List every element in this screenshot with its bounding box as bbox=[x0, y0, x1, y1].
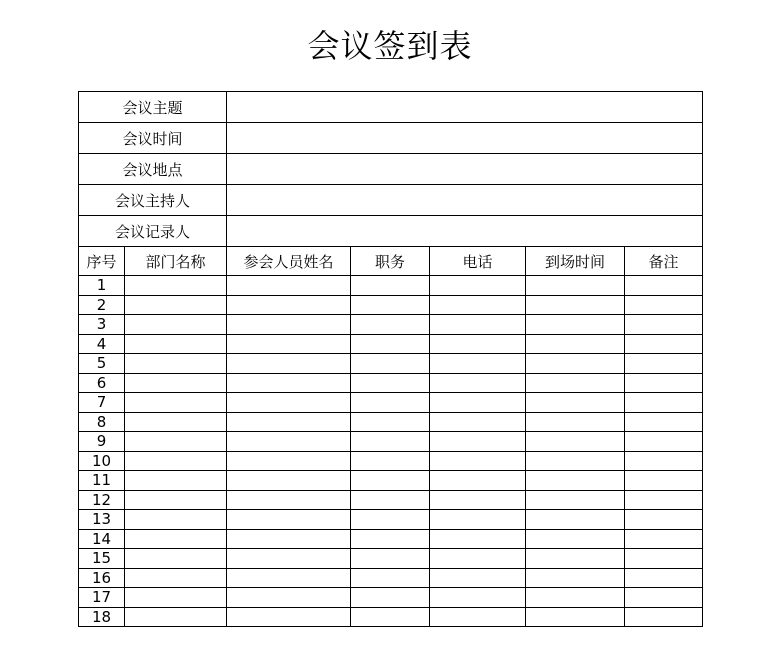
table-cell[interactable] bbox=[227, 510, 351, 530]
table-cell[interactable] bbox=[625, 276, 703, 296]
row-number: 2 bbox=[79, 295, 125, 315]
table-row bbox=[79, 276, 703, 296]
table-cell[interactable] bbox=[625, 490, 703, 510]
table-cell[interactable] bbox=[227, 276, 351, 296]
page-title: 会议签到表 bbox=[307, 27, 473, 65]
table-cell[interactable] bbox=[227, 568, 351, 588]
table-cell[interactable] bbox=[227, 471, 351, 491]
table-cell[interactable] bbox=[430, 451, 526, 471]
info-value-field[interactable] bbox=[227, 185, 703, 216]
table-cell[interactable] bbox=[526, 471, 625, 491]
table-cell[interactable] bbox=[430, 588, 526, 608]
table-cell[interactable] bbox=[526, 451, 625, 471]
table-cell[interactable] bbox=[125, 451, 227, 471]
table-cell[interactable] bbox=[625, 393, 703, 413]
table-cell[interactable] bbox=[125, 529, 227, 549]
table-row bbox=[79, 334, 703, 354]
info-value-field[interactable] bbox=[227, 154, 703, 185]
table-cell[interactable] bbox=[351, 276, 430, 296]
table-cell[interactable] bbox=[351, 315, 430, 335]
row-number: 10 bbox=[79, 451, 125, 471]
table-cell[interactable] bbox=[430, 549, 526, 569]
row-number: 13 bbox=[79, 510, 125, 530]
info-label: 会议记录人 bbox=[79, 216, 227, 247]
column-header-row bbox=[79, 247, 703, 276]
table-cell[interactable] bbox=[625, 451, 703, 471]
table-cell[interactable] bbox=[430, 276, 526, 296]
table-cell[interactable] bbox=[526, 588, 625, 608]
table-cell[interactable] bbox=[625, 607, 703, 627]
table-cell[interactable] bbox=[430, 354, 526, 374]
table-cell[interactable] bbox=[351, 490, 430, 510]
table-cell[interactable] bbox=[125, 276, 227, 296]
table-row bbox=[79, 451, 703, 471]
table-row bbox=[79, 315, 703, 335]
table-row bbox=[79, 412, 703, 432]
info-value-field[interactable] bbox=[227, 216, 703, 247]
table-cell[interactable] bbox=[430, 529, 526, 549]
table-row bbox=[79, 549, 703, 569]
table-cell[interactable] bbox=[526, 568, 625, 588]
table-cell[interactable] bbox=[125, 354, 227, 374]
table-row bbox=[79, 607, 703, 627]
table-row bbox=[79, 568, 703, 588]
table-cell[interactable] bbox=[227, 412, 351, 432]
table-cell[interactable] bbox=[526, 490, 625, 510]
table-cell[interactable] bbox=[430, 490, 526, 510]
table-cell[interactable] bbox=[430, 568, 526, 588]
table-cell[interactable] bbox=[526, 373, 625, 393]
table-cell[interactable] bbox=[227, 451, 351, 471]
column-header: 备注 bbox=[625, 247, 703, 276]
row-number: 6 bbox=[79, 373, 125, 393]
info-value-field[interactable] bbox=[227, 123, 703, 154]
table-row bbox=[79, 354, 703, 374]
table-cell[interactable] bbox=[625, 432, 703, 452]
table-row bbox=[79, 529, 703, 549]
row-number: 16 bbox=[79, 568, 125, 588]
table-cell[interactable] bbox=[526, 354, 625, 374]
table-cell[interactable] bbox=[526, 393, 625, 413]
table-cell[interactable] bbox=[227, 490, 351, 510]
table-cell[interactable] bbox=[625, 412, 703, 432]
table-cell[interactable] bbox=[125, 334, 227, 354]
table-cell[interactable] bbox=[430, 393, 526, 413]
table-cell[interactable] bbox=[430, 295, 526, 315]
table-cell[interactable] bbox=[526, 315, 625, 335]
table-cell[interactable] bbox=[125, 607, 227, 627]
info-row-topic bbox=[79, 92, 703, 123]
table-row bbox=[79, 432, 703, 452]
table-cell[interactable] bbox=[526, 295, 625, 315]
row-number: 18 bbox=[79, 607, 125, 627]
table-cell[interactable] bbox=[625, 315, 703, 335]
table-cell[interactable] bbox=[351, 412, 430, 432]
info-row-host bbox=[79, 185, 703, 216]
row-number: 15 bbox=[79, 549, 125, 569]
table-cell[interactable] bbox=[125, 510, 227, 530]
table-row bbox=[79, 510, 703, 530]
table-cell[interactable] bbox=[351, 471, 430, 491]
table-cell[interactable] bbox=[625, 471, 703, 491]
table-cell[interactable] bbox=[227, 295, 351, 315]
table-cell[interactable] bbox=[430, 607, 526, 627]
row-number: 5 bbox=[79, 354, 125, 374]
table-cell[interactable] bbox=[227, 354, 351, 374]
table-cell[interactable] bbox=[227, 393, 351, 413]
table-row bbox=[79, 373, 703, 393]
table-cell[interactable] bbox=[351, 451, 430, 471]
table-cell[interactable] bbox=[526, 607, 625, 627]
table-cell[interactable] bbox=[227, 334, 351, 354]
row-number: 8 bbox=[79, 412, 125, 432]
info-label: 会议地点 bbox=[79, 154, 227, 185]
table-cell[interactable] bbox=[625, 334, 703, 354]
table-cell[interactable] bbox=[125, 432, 227, 452]
table-cell[interactable] bbox=[526, 432, 625, 452]
table-cell[interactable] bbox=[430, 510, 526, 530]
table-cell[interactable] bbox=[351, 393, 430, 413]
table-cell[interactable] bbox=[430, 334, 526, 354]
table-cell[interactable] bbox=[351, 588, 430, 608]
row-number: 4 bbox=[79, 334, 125, 354]
table-cell[interactable] bbox=[526, 276, 625, 296]
table-cell[interactable] bbox=[430, 315, 526, 335]
info-row-time bbox=[79, 123, 703, 154]
row-number: 14 bbox=[79, 529, 125, 549]
table-cell[interactable] bbox=[351, 295, 430, 315]
info-label: 会议主持人 bbox=[79, 185, 227, 216]
table-row bbox=[79, 490, 703, 510]
table-row bbox=[79, 588, 703, 608]
row-number: 1 bbox=[79, 276, 125, 296]
table-cell[interactable] bbox=[125, 315, 227, 335]
table-cell[interactable] bbox=[125, 295, 227, 315]
row-number: 7 bbox=[79, 393, 125, 413]
table-cell[interactable] bbox=[430, 373, 526, 393]
table-cell[interactable] bbox=[125, 568, 227, 588]
table-cell[interactable] bbox=[351, 510, 430, 530]
table-cell[interactable] bbox=[625, 373, 703, 393]
table-cell[interactable] bbox=[430, 471, 526, 491]
table-cell[interactable] bbox=[526, 334, 625, 354]
table-row bbox=[79, 393, 703, 413]
table-cell[interactable] bbox=[625, 588, 703, 608]
table-cell[interactable] bbox=[227, 432, 351, 452]
table-cell[interactable] bbox=[125, 588, 227, 608]
table-cell[interactable] bbox=[430, 412, 526, 432]
sign-in-table bbox=[78, 91, 703, 627]
table-cell[interactable] bbox=[351, 549, 430, 569]
table-cell[interactable] bbox=[430, 432, 526, 452]
table-cell[interactable] bbox=[526, 510, 625, 530]
info-label: 会议主题 bbox=[79, 92, 227, 123]
table-cell[interactable] bbox=[351, 354, 430, 374]
row-number: 17 bbox=[79, 588, 125, 608]
column-header: 电话 bbox=[430, 247, 526, 276]
table-row bbox=[79, 295, 703, 315]
table-cell[interactable] bbox=[351, 432, 430, 452]
table-cell[interactable] bbox=[625, 510, 703, 530]
column-header: 参会人员姓名 bbox=[227, 247, 351, 276]
table-cell[interactable] bbox=[351, 607, 430, 627]
info-row-recorder bbox=[79, 216, 703, 247]
info-row-location bbox=[79, 154, 703, 185]
table-cell[interactable] bbox=[526, 412, 625, 432]
table-cell[interactable] bbox=[125, 471, 227, 491]
table-cell[interactable] bbox=[351, 373, 430, 393]
table-cell[interactable] bbox=[625, 549, 703, 569]
table-cell[interactable] bbox=[351, 529, 430, 549]
table-cell[interactable] bbox=[125, 393, 227, 413]
table-cell[interactable] bbox=[125, 490, 227, 510]
table-cell[interactable] bbox=[351, 334, 430, 354]
table-row bbox=[79, 471, 703, 491]
column-header: 部门名称 bbox=[125, 247, 227, 276]
row-number: 11 bbox=[79, 471, 125, 491]
table-cell[interactable] bbox=[526, 549, 625, 569]
column-header: 序号 bbox=[79, 247, 125, 276]
column-header: 职务 bbox=[351, 247, 430, 276]
table-cell[interactable] bbox=[125, 373, 227, 393]
row-number: 3 bbox=[79, 315, 125, 335]
table-cell[interactable] bbox=[125, 549, 227, 569]
info-label: 会议时间 bbox=[79, 123, 227, 154]
table-cell[interactable] bbox=[227, 549, 351, 569]
table-cell[interactable] bbox=[125, 412, 227, 432]
table-cell[interactable] bbox=[625, 354, 703, 374]
column-header: 到场时间 bbox=[526, 247, 625, 276]
table-cell[interactable] bbox=[625, 529, 703, 549]
table-cell[interactable] bbox=[625, 295, 703, 315]
row-number: 9 bbox=[79, 432, 125, 452]
table-cell[interactable] bbox=[625, 568, 703, 588]
row-number: 12 bbox=[79, 490, 125, 510]
table-cell[interactable] bbox=[227, 315, 351, 335]
table-cell[interactable] bbox=[526, 529, 625, 549]
table-cell[interactable] bbox=[351, 568, 430, 588]
table-cell[interactable] bbox=[227, 373, 351, 393]
table-cell[interactable] bbox=[227, 607, 351, 627]
table-cell[interactable] bbox=[227, 529, 351, 549]
table-cell[interactable] bbox=[227, 588, 351, 608]
info-value-field[interactable] bbox=[227, 92, 703, 123]
